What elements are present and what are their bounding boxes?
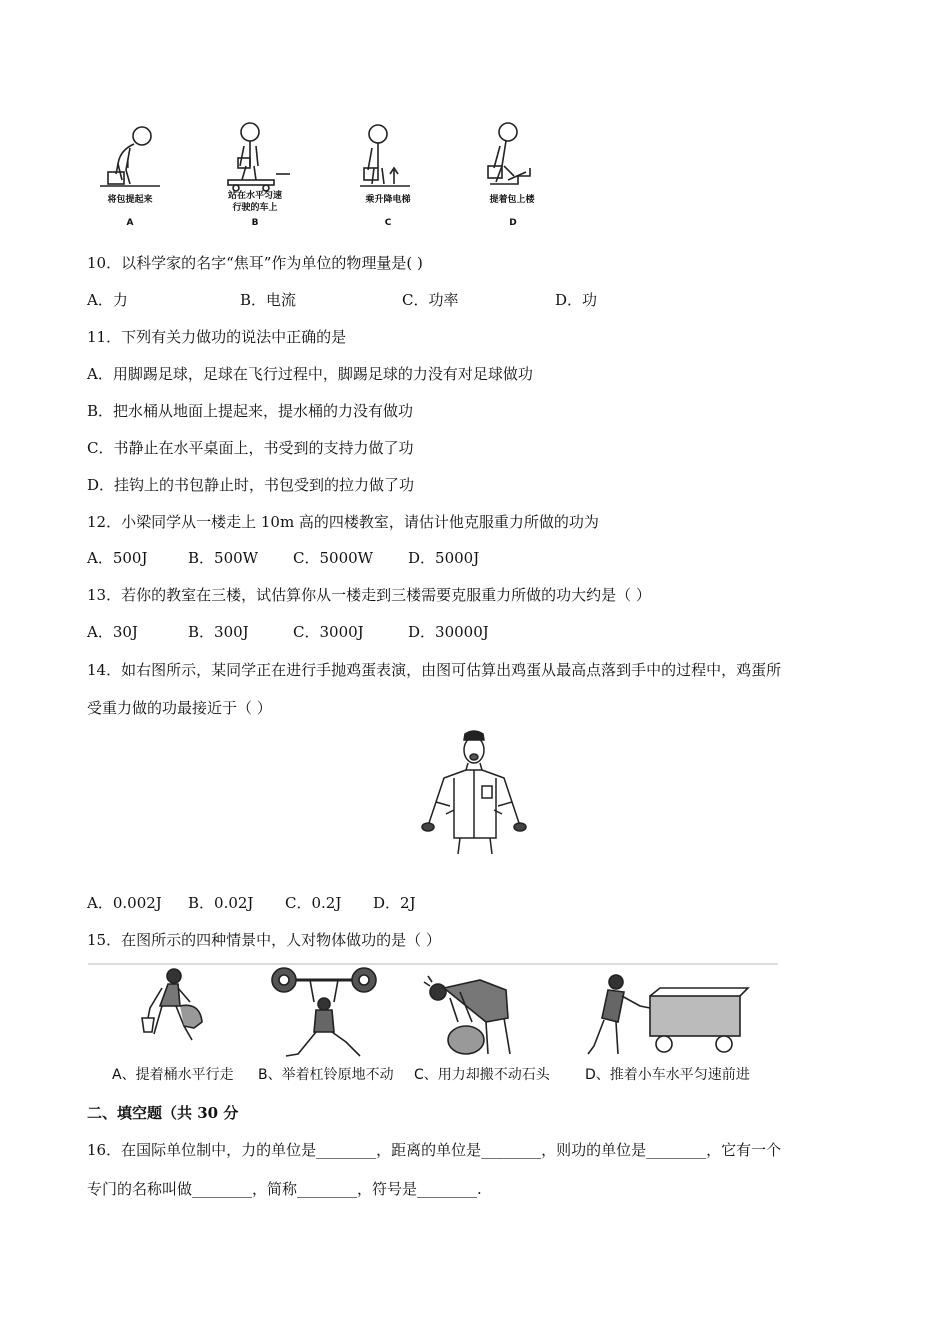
q15-caption-b: B、举着杠铃原地不动 xyxy=(258,1067,394,1083)
figure-c-person-in-elevator xyxy=(360,125,410,186)
scene-a-carrying-bucket xyxy=(142,969,202,1040)
figure-a-person-lifting-bag xyxy=(100,127,160,186)
q13-option-c: C．3000J xyxy=(293,623,364,641)
q14-option-b: B．0.02J xyxy=(188,894,254,912)
q12-stem: 12．小梁同学从一楼走上 10m 高的四楼教室，请估计他克服重力所做的功为 xyxy=(87,513,599,531)
q16-line2: 专门的名称叫做________，简称________，符号是________. xyxy=(87,1180,482,1198)
figure-d-letter: D xyxy=(509,218,517,228)
scene-d-pushing-cart xyxy=(588,975,748,1054)
q13-option-a: A．30J xyxy=(87,623,138,641)
q11-option-a: A．用脚踢足球，足球在飞行过程中，脚踢足球的力没有对足球做功 xyxy=(87,365,533,383)
q15-caption-d: D、推着小车水平匀速前进 xyxy=(585,1067,750,1083)
scene-b-holding-barbell xyxy=(272,968,376,1056)
figure-d-caption: 提着包上楼 xyxy=(489,195,535,205)
figure-d-person-on-stairs xyxy=(488,123,530,184)
q14-stem-line1: 14．如右图所示，某同学正在进行手抛鸡蛋表演，由图可估算出鸡蛋从最高点落到手中的过程中，鸡蛋所 xyxy=(87,661,782,679)
q12-option-d: D．5000J xyxy=(408,549,480,567)
q11-stem: 11．下列有关力做功的说法中正确的是 xyxy=(87,328,347,346)
q15-caption-a: A、提着桶水平行走 xyxy=(112,1067,234,1083)
figure-b-person-on-cart xyxy=(228,123,290,191)
section-2-title: 二、填空题（共 30 分 xyxy=(87,1104,239,1122)
figure-c-caption: 乘升降电梯 xyxy=(365,195,411,205)
q14-egg-juggler-figure xyxy=(410,726,540,858)
q10-option-a: A．力 xyxy=(87,291,128,309)
q10-stem: 10．以科学家的名字“焦耳”作为单位的物理量是( ) xyxy=(87,254,423,272)
figure-b-caption: 站在水平匀速 行驶的车上 xyxy=(227,191,282,213)
q15-caption-c: C、用力却搬不动石头 xyxy=(414,1067,550,1083)
q11-option-c: C．书静止在水平桌面上，书受到的支持力做了功 xyxy=(87,439,414,457)
q13-option-b: B．300J xyxy=(188,623,249,641)
q14-stem-line2: 受重力做的功最接近于（ ） xyxy=(87,699,272,717)
q14-option-a: A．0.002J xyxy=(87,894,162,912)
q13-stem: 13．若你的教室在三楼，试估算你从一楼走到三楼需要克服重力所做的功大约是（ ） xyxy=(87,586,651,604)
figure-c-letter: C xyxy=(384,218,392,228)
figure-b-letter: B xyxy=(251,218,259,228)
q12-option-a: A．500J xyxy=(87,549,148,567)
scene-c-pushing-stone xyxy=(424,976,510,1054)
q15-stem: 15．在图所示的四种情景中，人对物体做功的是（ ） xyxy=(87,931,441,949)
q10-option-b: B．电流 xyxy=(240,291,297,309)
q10-option-c: C．功率 xyxy=(402,291,459,309)
q16-line1: 16．在国际单位制中，力的单位是________，距离的单位是________，则功的单位是________，它有一个 xyxy=(87,1141,782,1159)
q14-option-d: D．2J xyxy=(373,894,416,912)
figure-a-caption: 将包提起来 xyxy=(107,195,153,205)
figure-a-letter: A xyxy=(126,218,134,228)
q15-scenes-figure xyxy=(88,962,778,1064)
q13-option-d: D．30000J xyxy=(408,623,489,641)
q12-option-b: B．500W xyxy=(188,549,259,567)
q10-option-d: D．功 xyxy=(555,291,598,309)
q11-option-b: B．把水桶从地面上提起来，提水桶的力没有做功 xyxy=(87,402,414,420)
q14-option-c: C．0.2J xyxy=(285,894,342,912)
q9-illustrations xyxy=(90,118,550,198)
q12-option-c: C．5000W xyxy=(293,549,374,567)
q9-figure xyxy=(90,118,550,233)
q11-option-d: D．挂钩上的书包静止时，书包受到的拉力做了功 xyxy=(87,476,415,494)
